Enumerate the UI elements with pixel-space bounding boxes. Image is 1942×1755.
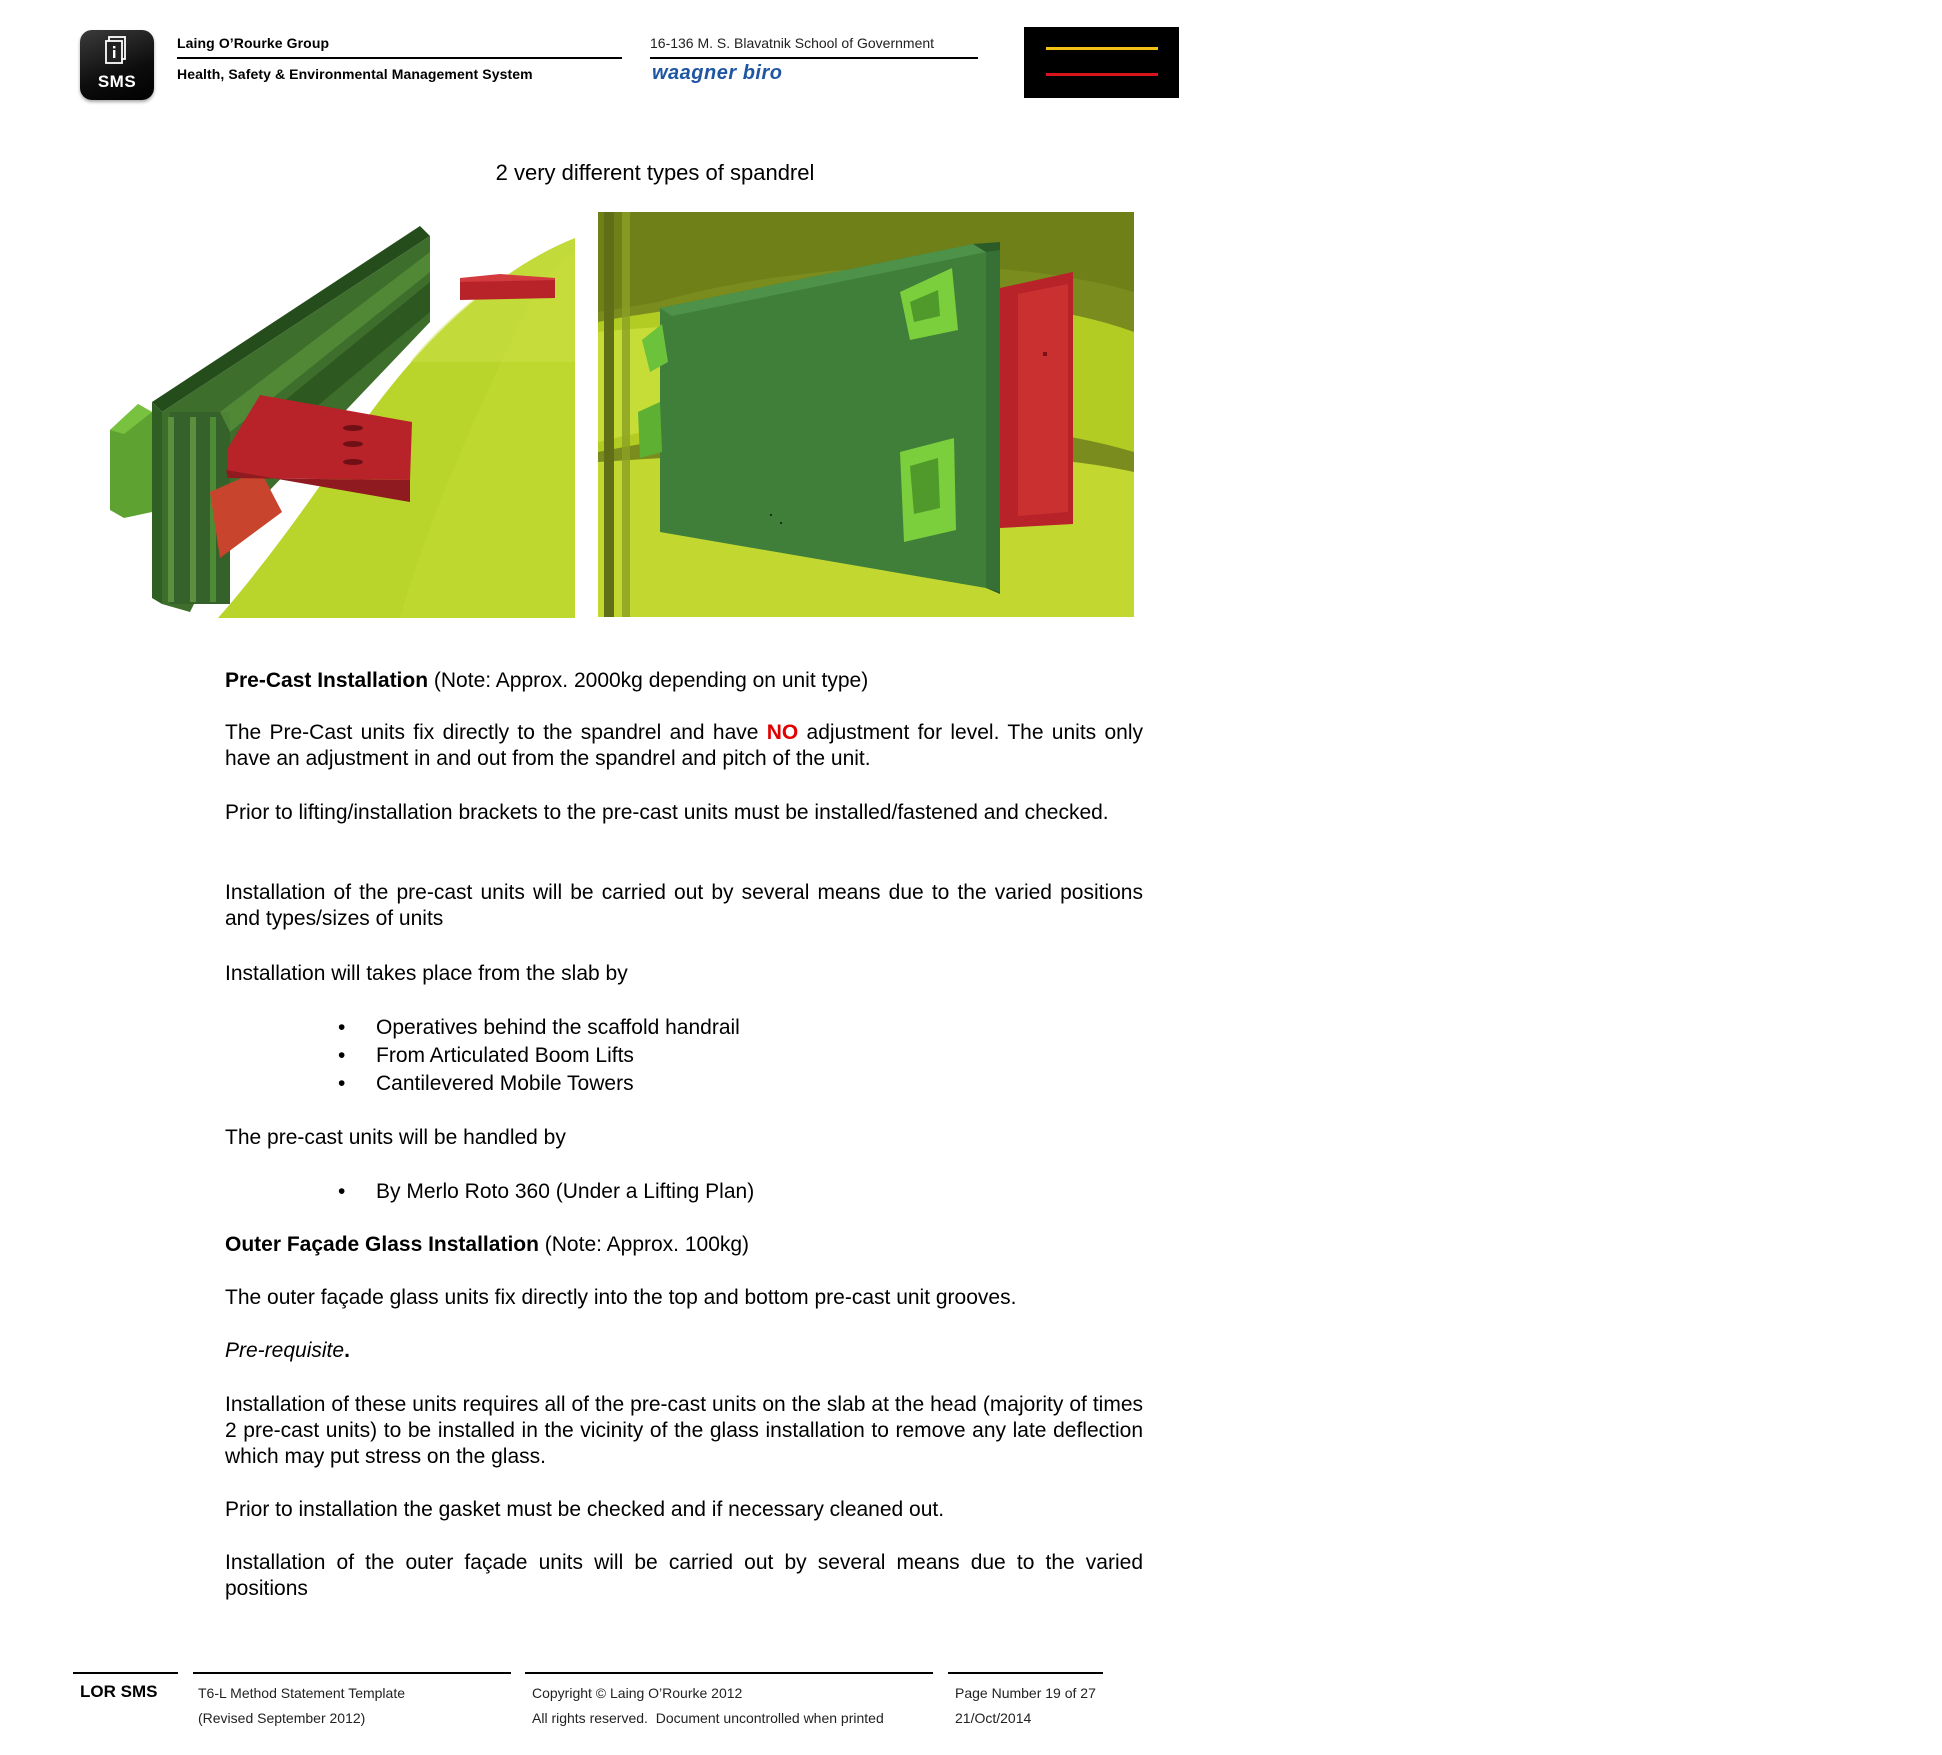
footer-copyright-text: Copyright © Laing O’Rourke 2012: [532, 1685, 743, 1701]
footer-template-name: T6-L Method Statement Template: [198, 1685, 405, 1701]
precast-paragraph-1: [225, 720, 1143, 772]
spandrel-precast-render: [110, 212, 575, 618]
footer-divider: [73, 1672, 178, 1674]
glass-heading-line: [225, 1232, 1143, 1258]
list-item: • From Articulated Boom Lifts: [348, 1042, 740, 1070]
footer-page-info: [955, 1681, 1096, 1731]
footer-copyright: [532, 1681, 884, 1731]
precast-p1-text-cont: adjustment for level. The units only have an adjustment in and out from the spandrel and pitch of the unit.: [225, 721, 1143, 770]
system-name: Health, Safety & Environmental Management System: [177, 66, 533, 82]
waagner-biro-logo: [652, 62, 782, 85]
logo-yellow-bar: [1046, 47, 1158, 50]
glass-paragraph-2: Installation of these units requires all of the pre-cast units on the slab at the head (majority of times 2 pre-cast units) to be installed in the vicinity of the glass installation to remove any late deflection which may put stress on the glass.: [225, 1393, 1143, 1468]
laing-orourke-logo-text: LAING O’ROURKE: [1431, 63, 1535, 75]
list-item: • Operatives behind the scaffold handrail: [348, 1014, 740, 1042]
precast-heading-line: [225, 668, 1143, 694]
footer-divider: [525, 1672, 933, 1674]
company-name: Laing O’Rourke Group: [177, 35, 330, 51]
footer-sms-label: LOR SMS: [80, 1682, 158, 1701]
footer-date: 21/Oct/2014: [955, 1710, 1032, 1726]
glass-heading: Outer Façade Glass Installation: [225, 1233, 539, 1256]
footer-template: [198, 1681, 405, 1731]
spandrel-bracket-render: [598, 212, 1134, 617]
no-emphasis: NO: [766, 721, 799, 744]
glass-paragraph-3: Prior to installation the gasket must be checked and if necessary cleaned out.: [225, 1498, 945, 1521]
project-title: 16-136 M. S. Blavatnik School of Government: [650, 35, 935, 51]
document-icon: [105, 37, 127, 65]
footer-page-number: Page Number 19 of 27: [955, 1685, 1096, 1701]
glass-note: (Note: Approx. 100kg): [538, 1233, 750, 1256]
footer-divider: [948, 1672, 1103, 1674]
logo-red-bar: [1046, 73, 1158, 76]
prerequisite-dot: .: [344, 1339, 350, 1362]
header-divider: [177, 57, 622, 59]
handling-list: [348, 1178, 754, 1206]
precast-paragraph-3: Installation of the pre-cast units will be carried out by several means due to the varied positions and types/sizes of units: [225, 881, 1143, 930]
prerequisite-label: Pre-requisite: [225, 1339, 345, 1362]
figure-caption: 2 very different types of spandrel: [495, 160, 815, 185]
sms-logo-label: SMS: [97, 72, 137, 91]
precast-p1-text: The Pre-Cast units fix directly to the spandrel and have: [225, 721, 767, 744]
footer-rights: All rights reserved. Document uncontrolled when printed: [532, 1710, 884, 1726]
precast-note: (Note: Approx. 2000kg depending on unit type): [428, 669, 869, 692]
sms-logo: [80, 30, 154, 100]
footer-revised: (Revised September 2012): [198, 1710, 366, 1726]
header-divider: [650, 57, 978, 59]
footer-divider: [193, 1672, 511, 1674]
precast-paragraph-5: The pre-cast units will be handled by: [225, 1126, 566, 1149]
list-item: • Cantilevered Mobile Towers: [348, 1070, 740, 1098]
list-item: • By Merlo Roto 360 (Under a Lifting Plan): [348, 1178, 754, 1206]
precast-heading: Pre-Cast Installation: [225, 669, 429, 692]
waagner-biro-logo-text: waagner biro: [652, 62, 783, 84]
prerequisite-line: [225, 1338, 1143, 1364]
precast-paragraph-4: Installation will takes place from the slab by: [225, 962, 628, 985]
glass-paragraph-1: The outer façade glass units fix directly into the top and bottom pre-cast unit grooves.: [225, 1286, 1017, 1309]
precast-paragraph-2: Prior to lifting/installation brackets to the pre-cast units must be installed/fastened and checked.: [225, 801, 1109, 824]
glass-paragraph-4: Installation of the outer façade units will be carried out by several means due to the varied positions: [225, 1551, 1143, 1600]
slab-methods-list: [348, 1014, 740, 1098]
laing-orourke-logo: [1024, 27, 1535, 98]
